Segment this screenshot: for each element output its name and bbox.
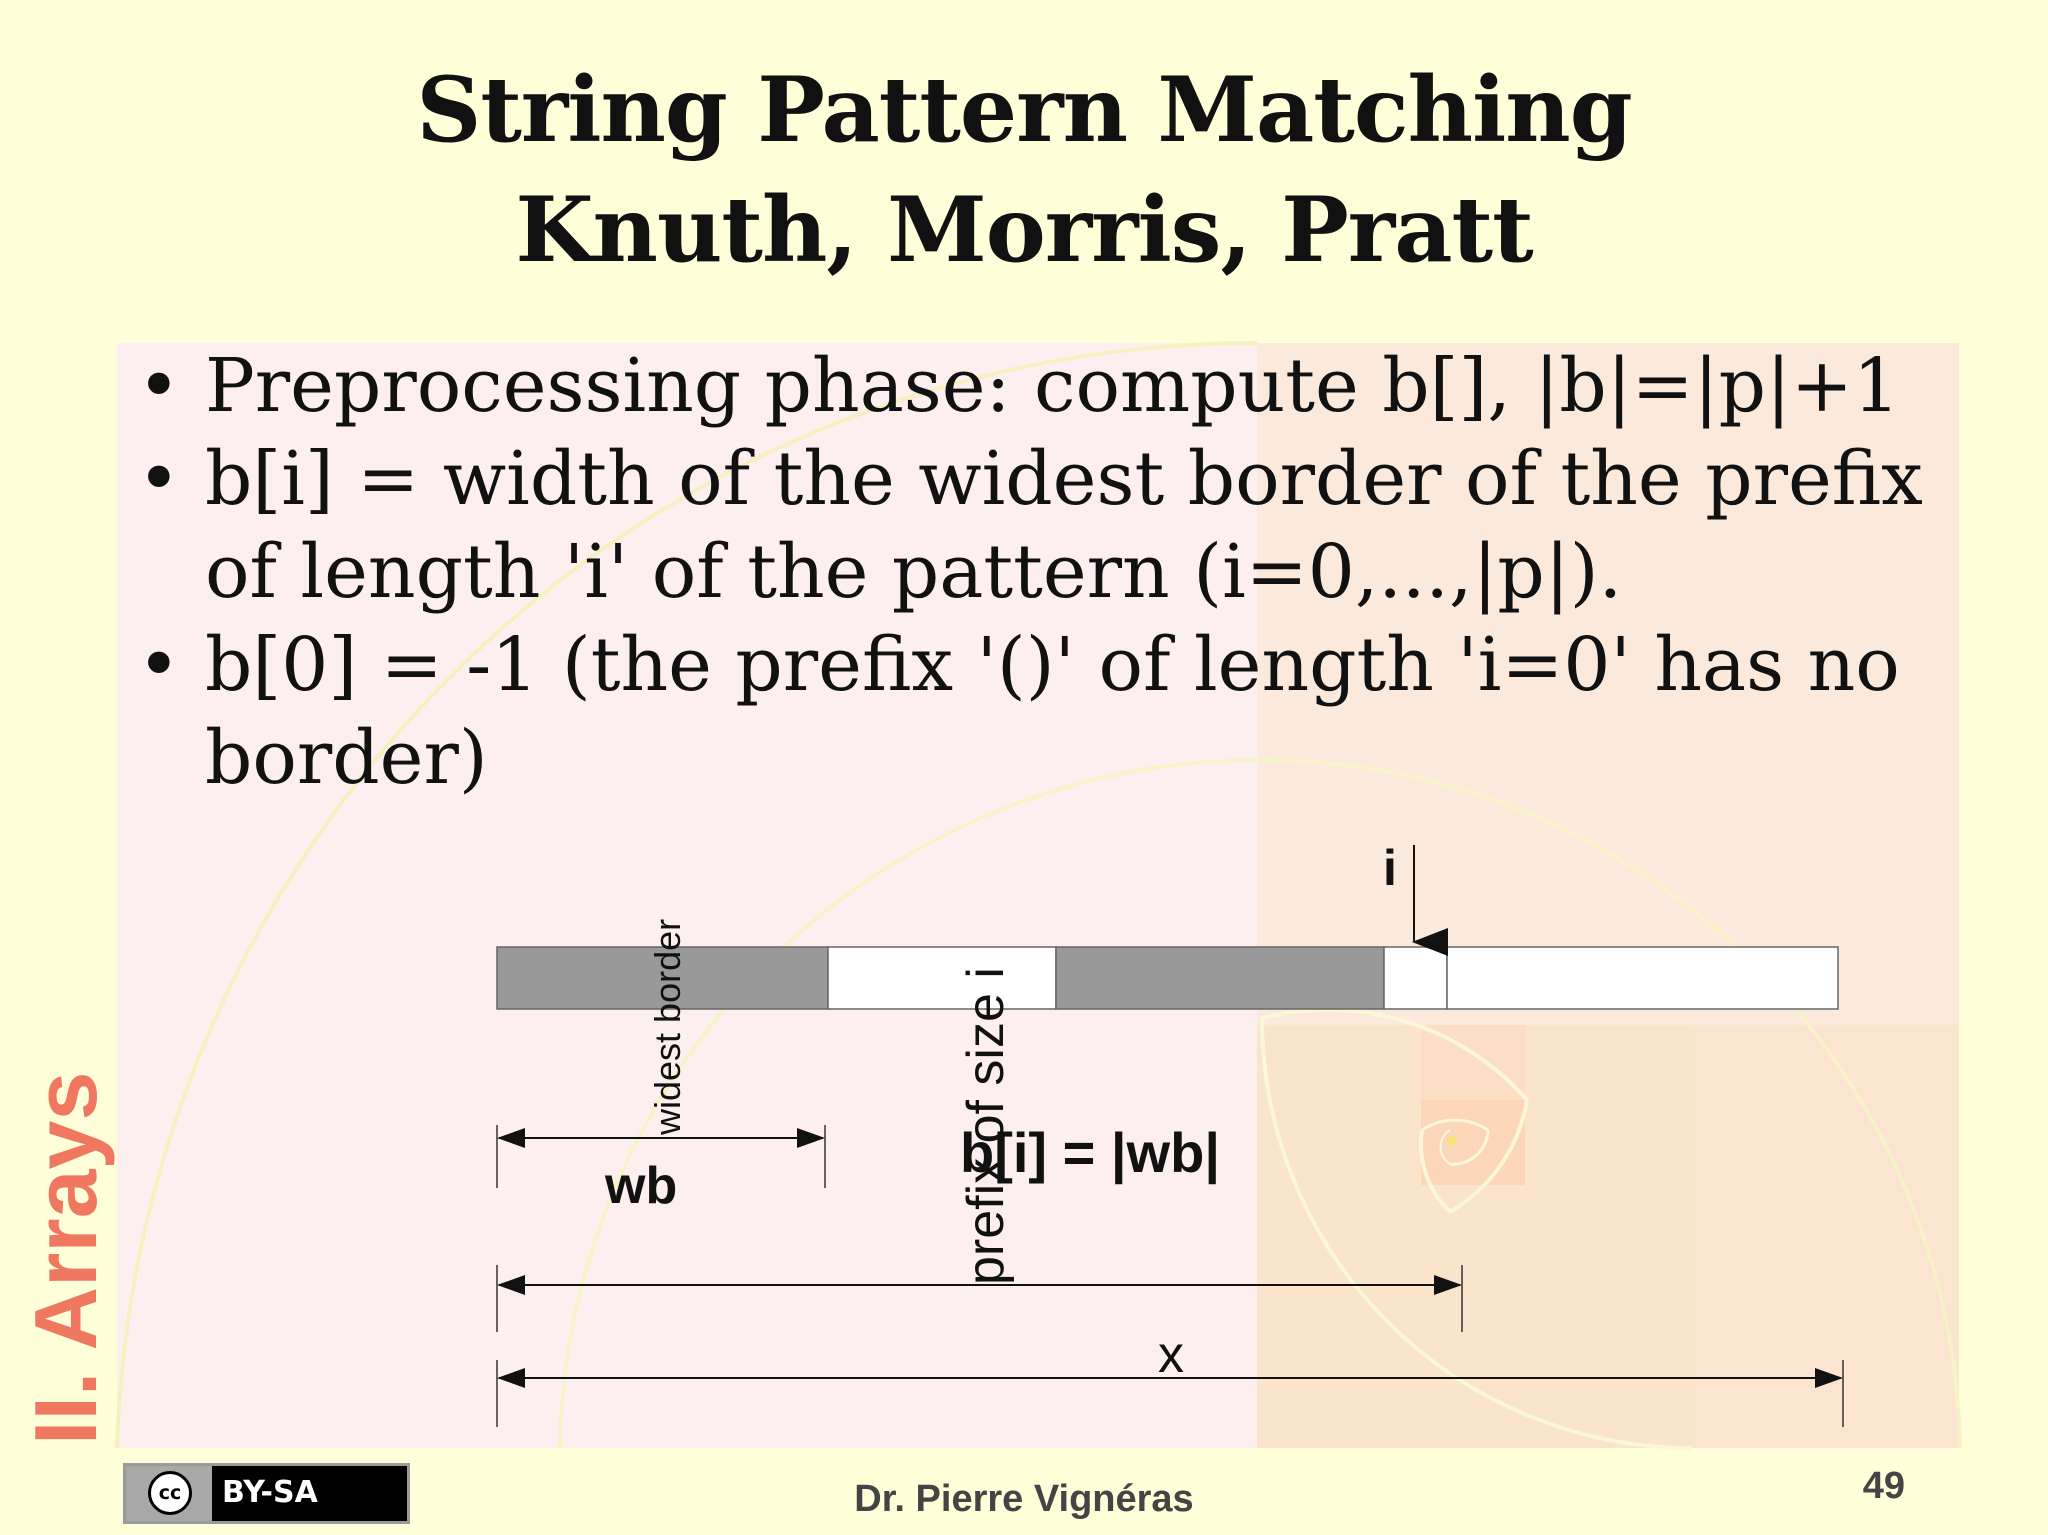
pointer-i-label: i bbox=[1383, 840, 1397, 896]
prefix-size-label: prefix of size i bbox=[957, 967, 1015, 1285]
wb-label: wb bbox=[605, 1157, 678, 1215]
position-i-segment bbox=[1384, 947, 1447, 1009]
bullet-text-line: b[i] = width of the widest border of the prefix bbox=[205, 436, 1923, 522]
title-line-1: String Pattern Matching bbox=[416, 57, 1632, 163]
border-segment-right bbox=[1056, 947, 1384, 1009]
prefix-middle-segment bbox=[828, 947, 1056, 1009]
bullet-text-line: b[0] = -1 (the prefix '()' of length 'i=0' has no bbox=[205, 622, 1900, 708]
bullet-marker: • bbox=[137, 343, 181, 429]
title-line-2: Knuth, Morris, Pratt bbox=[515, 177, 1533, 283]
cc-icon: cc bbox=[148, 1471, 192, 1515]
section-label: II. Arrays bbox=[16, 1071, 115, 1445]
formula-label: b[i] = |wb| bbox=[960, 1121, 1220, 1184]
bullet-text-line: border) bbox=[205, 715, 488, 801]
x-label: x bbox=[1158, 1326, 1184, 1384]
widest-border-label: widest border bbox=[647, 918, 688, 1135]
bullet-text: Preprocessing phase: compute b[], |b|=|p|+1 bbox=[205, 343, 1900, 429]
bullet-marker: • bbox=[137, 622, 181, 708]
bullet-text-line: of length 'i' of the pattern (i=0,...,|p|). bbox=[205, 529, 1623, 615]
author-footer: Dr. Pierre Vignéras bbox=[854, 1478, 1194, 1520]
page-number: 49 bbox=[1862, 1465, 1905, 1507]
license-text: BY-SA bbox=[222, 1475, 318, 1510]
remaining-text-segment bbox=[1447, 947, 1838, 1009]
bullet-marker: • bbox=[137, 436, 181, 522]
